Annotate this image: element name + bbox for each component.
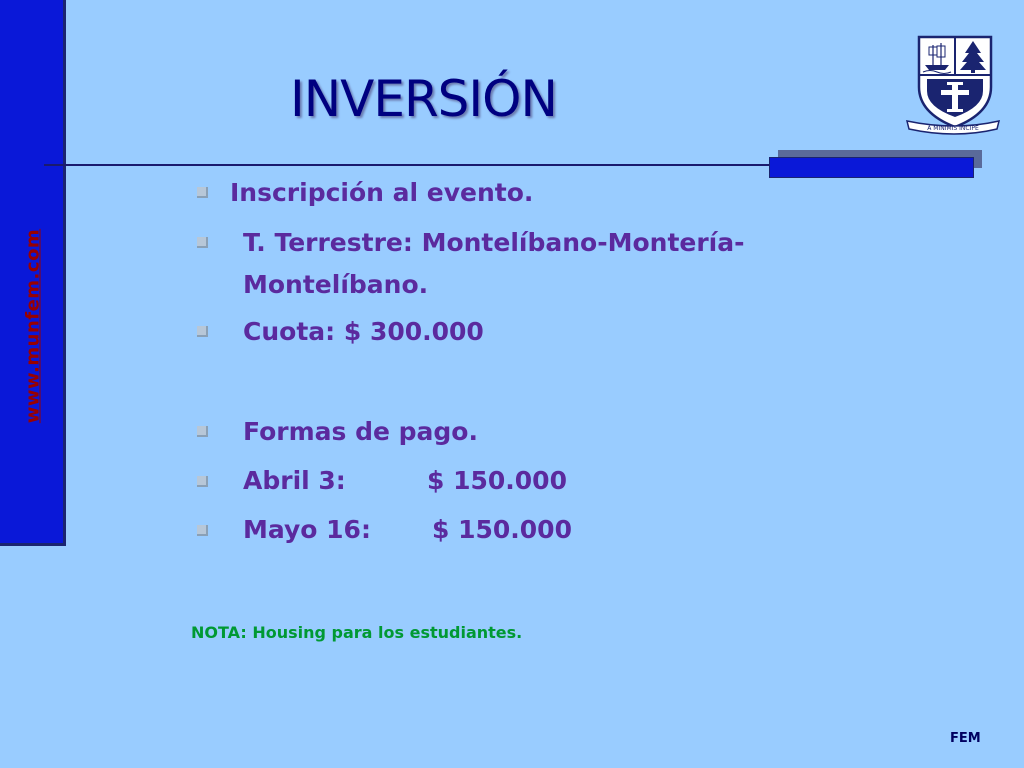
- sidebar-panel: [0, 0, 66, 546]
- footer-label: FEM: [950, 731, 981, 746]
- item-transporte-line1: T. Terrestre: Montelíbano-Montería-: [243, 228, 745, 257]
- sidebar-url-link[interactable]: www.munfem.com: [22, 228, 44, 424]
- slide-title: INVERSIÓN: [290, 70, 557, 128]
- housing-note: NOTA: Housing para los estudiantes.: [191, 623, 523, 642]
- bullet-icon: [197, 525, 208, 536]
- item-inscripcion: Inscripción al evento.: [230, 178, 534, 207]
- item-mayo-label: Mayo 16:: [243, 515, 371, 544]
- bullet-icon: [197, 326, 208, 337]
- bullet-icon: [197, 187, 208, 198]
- item-cuota: Cuota: $ 300.000: [243, 317, 484, 346]
- bullet-icon: [197, 426, 208, 437]
- bullet-icon: [197, 476, 208, 487]
- item-mayo-amount: $ 150.000: [432, 515, 572, 544]
- logo-motto: A MINIMIS INCIPE: [927, 125, 979, 132]
- bullet-icon: [197, 237, 208, 248]
- school-crest-icon: [905, 35, 1001, 135]
- item-abril-amount: $ 150.000: [427, 466, 567, 495]
- item-abril-label: Abril 3:: [243, 466, 346, 495]
- item-formas-de-pago: Formas de pago.: [243, 417, 478, 446]
- accent-bar: [769, 157, 974, 178]
- item-transporte-line2: Montelíbano.: [243, 270, 429, 299]
